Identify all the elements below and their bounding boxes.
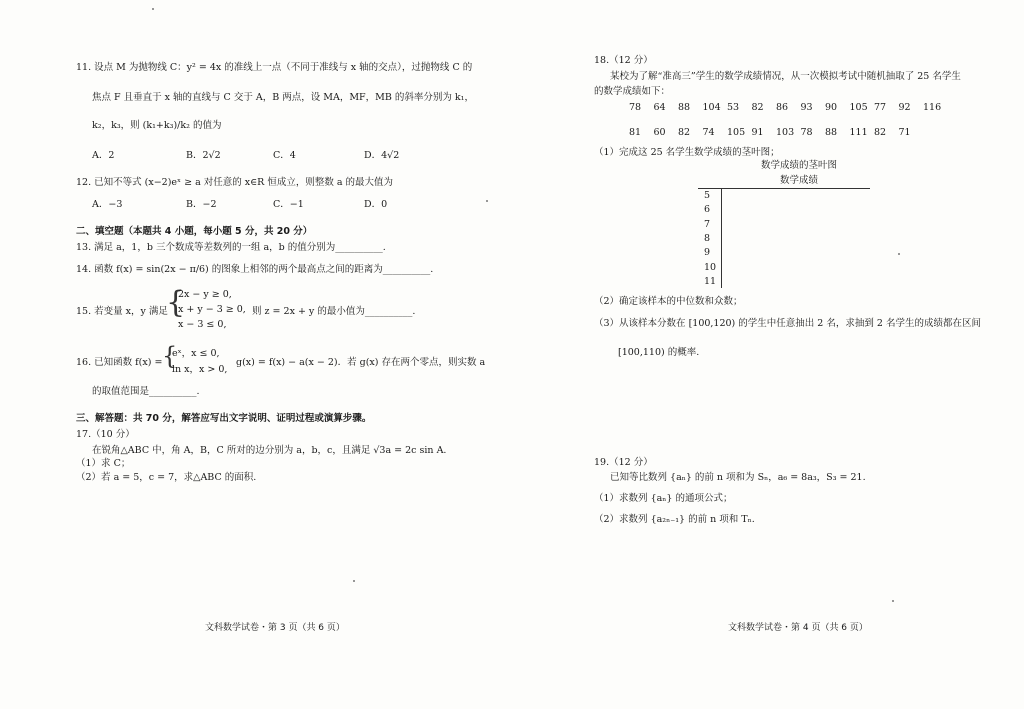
scan-speck [892, 600, 894, 602]
score-value: 71 [898, 127, 911, 138]
q11-option-d: D．4√2 [364, 150, 400, 161]
scan-speck [486, 200, 488, 202]
q15-case-1: 2x − y ≥ 0, [178, 289, 232, 300]
score-value: 104 [702, 102, 721, 113]
q12-line1: 12. 已知不等式 (x−2)eˣ ≥ a 对任意的 x∈R 恒成立，则整数 a 的最大值为 [76, 177, 394, 188]
q16-prefix: 16. 已知函数 f(x) = [76, 357, 163, 368]
q11-line3: k₂，k₃，则 (k₁+k₃)/k₂ 的值为 [92, 120, 222, 131]
q17-line1: 在锐角△ABC 中，角 A，B，C 所对的边分别为 a，b，c，且满足 √3a = 2c sin A. [92, 445, 447, 456]
q12-option-c: C．−1 [273, 199, 304, 210]
stem-value: 10 [704, 261, 717, 273]
score-value: 82 [751, 102, 764, 113]
score-value: 105 [849, 102, 868, 113]
score-value: 90 [825, 102, 838, 113]
q12-option-b: B．−2 [186, 199, 217, 210]
q19-part-1: （1）求数列 {aₙ} 的通项公式； [594, 493, 733, 504]
footer-page-3: 文科数学试卷・第 3 页（共 6 页） [205, 623, 345, 633]
stem-value: 6 [704, 204, 711, 216]
stem-leaf-title: 数学成绩的茎叶图 [760, 160, 837, 171]
q17-part-1: （1）求 C； [76, 458, 131, 469]
section-3-heading: 三、解答题：共 70 分，解答应写出文字说明、证明过程或演算步骤。 [76, 413, 372, 424]
q19-part-2: （2）求数列 {a₂ₙ₋₁} 的前 n 项和 Tₙ. [594, 514, 755, 525]
stem-value: 8 [704, 232, 711, 244]
score-value: 86 [776, 102, 789, 113]
score-value: 74 [702, 127, 715, 138]
q15-case-3: x − 3 ≤ 0, [178, 319, 227, 330]
q19-head: 19.（12 分） [594, 457, 653, 468]
q18-part-3b: [100,110) 的概率. [618, 347, 700, 358]
stem-value: 11 [704, 275, 717, 287]
scan-speck [353, 580, 355, 582]
score-value: 77 [874, 102, 887, 113]
score-value: 88 [825, 127, 838, 138]
q19-line1: 已知等比数列 {aₙ} 的前 n 项和为 Sₙ，a₆ = 8a₃，S₃ = 21. [610, 472, 866, 483]
stem-value: 7 [704, 218, 711, 230]
q16-case-1: eˣ，x ≤ 0, [172, 348, 220, 359]
stem-value: 5 [704, 190, 711, 201]
q13: 13. 满足 a，1，b 三个数成等差数列的一组 a，b 的值分别为__________. [76, 242, 386, 253]
score-value: 92 [898, 102, 911, 113]
score-value: 116 [923, 102, 942, 113]
stem-value: 9 [704, 247, 711, 259]
q11-option-a: A．2 [92, 150, 115, 161]
section-2-heading: 二、填空题（本题共 4 小题，每小题 5 分，共 20 分） [76, 226, 313, 237]
q18-part-1: （1）完成这 25 名学生数学成绩的茎叶图； [594, 147, 780, 158]
q11-line1: 11. 设点 M 为抛物线 C：y² = 4x 的准线上一点（不同于准线与 x 轴的交点），过抛物线 C 的 [76, 62, 473, 73]
stem-leaf-subtitle: 数学成绩 [779, 175, 818, 186]
scan-speck [898, 253, 900, 255]
q16-case-2: ln x，x > 0, [172, 364, 228, 375]
q12-option-a: A．−3 [92, 199, 123, 210]
score-value: 60 [653, 127, 666, 138]
score-value: 81 [629, 127, 642, 138]
q18-intro-2: 的数学成绩如下： [594, 86, 671, 97]
score-value: 82 [678, 127, 691, 138]
q11-option-c: C．4 [273, 150, 296, 161]
q15-prefix: 15. 若变量 x，y 满足 [76, 306, 168, 317]
q18-part-2: （2）确定该样本的中位数和众数； [594, 296, 743, 307]
stem-leaf-divider [721, 188, 722, 288]
q18-part-3a: （3）从该样本分数在 [100,120) 的学生中任意抽出 2 名，求抽到 2 名学生的成绩都在区间 [594, 318, 981, 329]
score-value: 88 [678, 102, 691, 113]
scan-speck [152, 8, 154, 10]
q15-case-2: x + y − 3 ≥ 0, [178, 304, 246, 315]
score-value: 78 [629, 102, 642, 113]
q17-part-2: （2）若 a = 5，c = 7，求△ABC 的面积. [76, 472, 257, 483]
score-value: 111 [849, 127, 868, 138]
score-value: 78 [800, 127, 813, 138]
q15-brace: { [166, 285, 186, 320]
q12-option-d: D．0 [364, 199, 388, 210]
score-value: 64 [653, 102, 666, 113]
q18-head: 18.（12 分） [594, 55, 653, 66]
score-value: 105 [727, 127, 746, 138]
q11-option-b: B．2√2 [186, 150, 221, 161]
q15-suffix: 则 z = 2x + y 的最小值为__________. [252, 306, 416, 317]
q11-line2: 焦点 F 且垂直于 x 轴的直线与 C 交于 A，B 两点，设 MA，MF，MB 的斜率分别为 k₁， [92, 92, 474, 103]
q16-suffix: g(x) = f(x) − a(x − 2)．若 g(x) 存在两个零点，则实数 a [236, 357, 486, 368]
score-value: 82 [874, 127, 887, 138]
score-value: 93 [800, 102, 813, 113]
footer-page-4: 文科数学试卷・第 4 页（共 6 页） [728, 623, 868, 633]
score-value: 91 [751, 127, 764, 138]
score-value: 103 [776, 127, 795, 138]
q16-brace: { [162, 342, 178, 370]
score-value: 53 [727, 102, 740, 113]
q16-line2: 的取值范围是__________. [92, 386, 200, 397]
stem-leaf-top-rule [698, 188, 870, 189]
q18-intro-1: 某校为了解“准高三”学生的数学成绩情况，从一次模拟考试中随机抽取了 25 名学生 [610, 71, 961, 82]
q14: 14. 函数 f(x) = sin(2x − π/6) 的图象上相邻的两个最高点之间的距离为__________. [76, 264, 434, 275]
q17-head: 17.（10 分） [76, 429, 135, 440]
